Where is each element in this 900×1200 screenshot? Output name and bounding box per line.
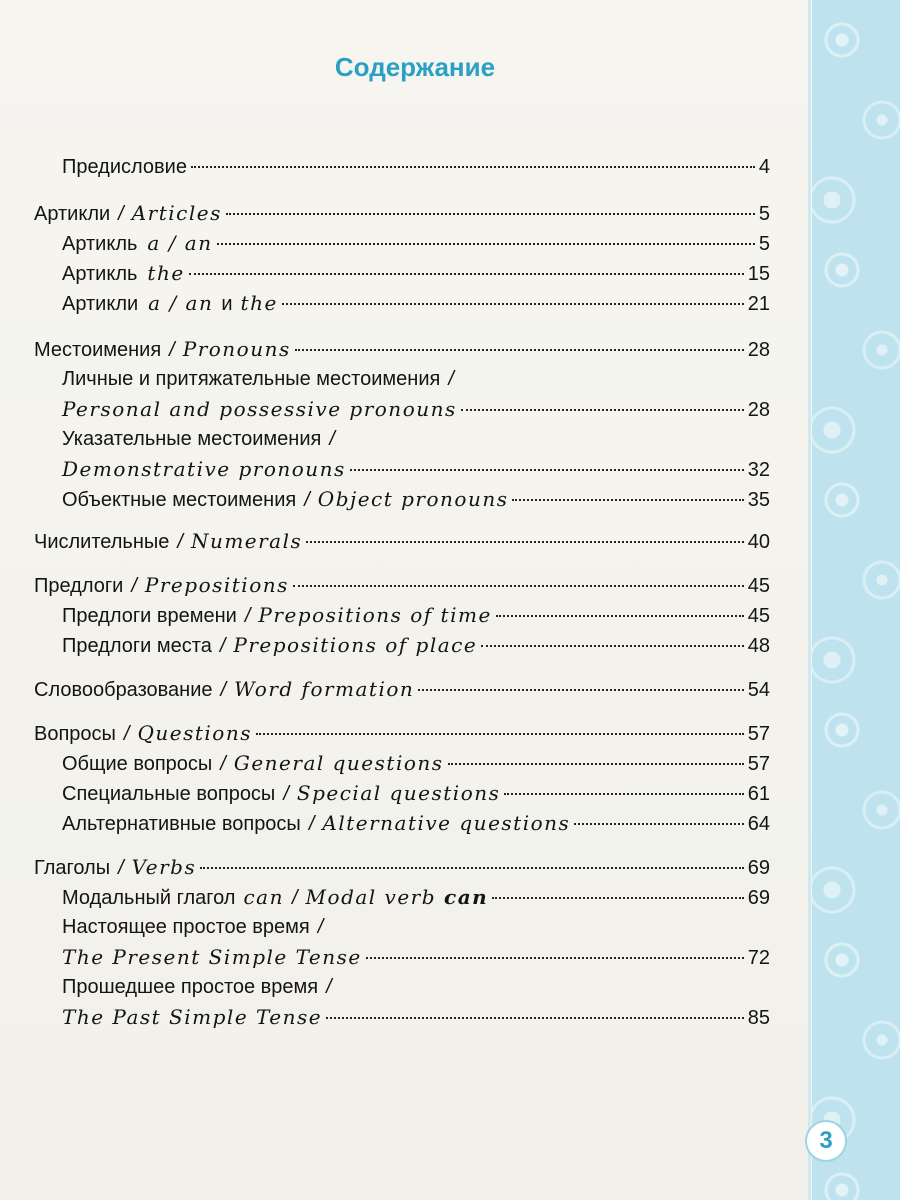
toc-entry-english: Alternative questions [322,811,571,835]
toc-entry-page: 28 [747,399,770,421]
toc-entry-english: a / an [147,231,213,255]
toc-entry-title: Артикли [34,203,111,225]
dot-leader [448,763,744,765]
separator: / [329,428,335,450]
separator: / [283,783,289,805]
toc-entry [62,912,770,942]
toc-entry-english: the [240,291,278,315]
toc-entry-page: 15 [747,263,770,285]
toc-entry-english: Questions [137,721,252,745]
dot-leader [306,541,743,543]
page-title: Содержание [334,52,496,82]
separator: / [219,635,226,657]
toc-entry-title: Местоимения [34,339,162,361]
separator: / [304,489,310,511]
separator: / [326,976,332,998]
dot-leader [366,957,744,959]
toc-entry-title: Настоящее простое время [62,916,310,938]
toc-entry-english: Demonstrative pronouns [62,457,346,481]
toc-entry-english: the [147,261,185,285]
decorative-swirl-strip [812,0,900,1200]
dot-leader [492,897,744,899]
toc-entry-page: 61 [747,783,770,805]
dot-leader [282,303,744,305]
toc-entry-page: 69 [747,887,770,909]
toc-entry-title: Глаголы [34,857,111,879]
toc-entry-keyword: can [444,885,489,909]
dot-leader [295,349,744,351]
toc-entry [62,152,770,182]
toc-entry-title: Прошедшее простое время [62,976,319,998]
dot-leader [461,409,744,411]
toc-entry-title: Общие вопросы [62,753,213,775]
toc-entry-page: 5 [758,233,770,255]
separator: / [123,723,130,745]
toc-entry-title: Числительные [34,531,170,553]
toc-entry [62,258,770,288]
toc-entry-title: Альтернативные вопросы [62,813,301,835]
toc-entry-title: Словообразование [34,679,213,701]
toc-entry-title: Указательные местоимения [62,428,322,450]
toc-entry-title: Модальный глагол [62,887,236,909]
toc-entry-title: Личные и притяжательные местоимения [62,368,441,390]
toc-entry-page: 57 [747,753,770,775]
toc-entry-title: Предлоги времени [62,605,237,627]
separator: / [177,531,183,553]
toc-entry-title: Специальные вопросы [62,783,276,805]
toc-entry-english: Verbs [131,855,197,879]
toc-section [34,718,770,748]
toc-entry-english: Prepositions of time [258,603,492,627]
toc-entry [62,748,770,778]
toc-entry-english: Numerals [190,529,303,553]
toc-entry-title: Артикль [62,233,138,255]
toc-entry [62,288,770,318]
toc-entry-page: 40 [747,531,770,553]
dot-leader [504,793,743,795]
toc-entry-page: 48 [747,635,770,657]
toc-entry [62,972,770,1002]
toc-entry-title: Вопросы [34,723,116,745]
toc-section [34,674,770,704]
dot-leader [191,166,755,168]
toc-entry-title: Объектные местоимения [62,489,297,511]
toc-entry [62,424,770,454]
dot-leader [189,273,744,275]
toc-entry [62,364,770,394]
dot-leader [512,499,743,501]
toc-entry-english: Modal verb [305,885,437,909]
toc-entry-title: Предлоги [34,575,124,597]
dot-leader [574,823,743,825]
toc-entry-title: Артикли [62,293,139,315]
toc-entry-page: 35 [747,489,770,511]
toc-entry-page: 54 [747,679,770,701]
toc-entry-conjunction: и [221,293,233,315]
separator: / [118,857,124,879]
margin-rule [808,0,811,1200]
toc-entry [62,454,770,484]
dot-leader [200,867,744,869]
dot-leader [496,615,744,617]
toc-entry [62,484,770,514]
dot-leader [256,733,744,735]
separator: / [220,679,227,701]
toc-entry-page: 4 [758,156,770,178]
toc-section [34,526,770,556]
dot-leader [418,689,743,691]
separator: / [291,887,298,909]
separator: / [317,916,324,938]
toc-entry-title: Артикль [62,263,138,285]
toc-entry-page: 64 [747,813,770,835]
toc-entry-english: Special questions [296,781,501,805]
toc-entry-english: The Past Simple Tense [62,1005,323,1029]
toc-entry-keyword: can [243,885,284,909]
toc-entry [62,808,770,838]
toc-section [34,570,770,600]
dot-leader [293,585,744,587]
toc-entry [62,630,770,660]
toc-entry-title: Предисловие [62,156,187,178]
toc-entry-english: Prepositions [144,573,289,597]
toc-entry [62,1002,770,1032]
toc-entry-page: 5 [758,203,770,225]
separator: / [169,339,175,361]
toc-entry-english: Pronouns [182,337,291,361]
toc-entry-title: Предлоги места [62,635,212,657]
toc-entry-english: The Present Simple Tense [62,945,362,969]
dot-leader [326,1017,744,1019]
toc-section [34,334,770,364]
toc-entry-page: 45 [747,575,770,597]
toc-section [34,198,770,228]
separator: / [308,813,315,835]
toc-entry-page: 57 [747,723,770,745]
toc-entry-english: Prepositions of place [233,633,478,657]
toc-entry-english: a / an [148,291,214,315]
toc-entry-page: 69 [747,857,770,879]
dot-leader [226,213,755,215]
separator: / [448,368,454,390]
dot-leader [350,469,744,471]
dot-leader [217,243,755,245]
toc-entry-page: 85 [747,1007,770,1029]
toc-entry [62,228,770,258]
separator: / [244,605,251,627]
toc-entry-english: Word formation [234,677,415,701]
separator: / [131,575,137,597]
dot-leader [481,645,744,647]
toc-entry-page: 72 [747,947,770,969]
toc-entry-english: Articles [131,201,222,225]
toc-entry-page: 21 [747,293,770,315]
toc-entry-english: Personal and possessive pronouns [62,397,457,421]
toc-section [34,852,770,882]
toc-entry [62,600,770,630]
toc-entry-page: 32 [747,459,770,481]
toc-entry [62,942,770,972]
toc-entry-page: 45 [747,605,770,627]
toc-entry-english: Object pronouns [317,487,509,511]
separator: / [220,753,226,775]
toc-entry-page: 28 [747,339,770,361]
toc-entry-english: General questions [233,751,444,775]
toc-entry [62,778,770,808]
page-number-badge: 3 [805,1120,847,1162]
separator: / [118,203,124,225]
toc-entry [62,882,770,912]
toc-entry [62,394,770,424]
